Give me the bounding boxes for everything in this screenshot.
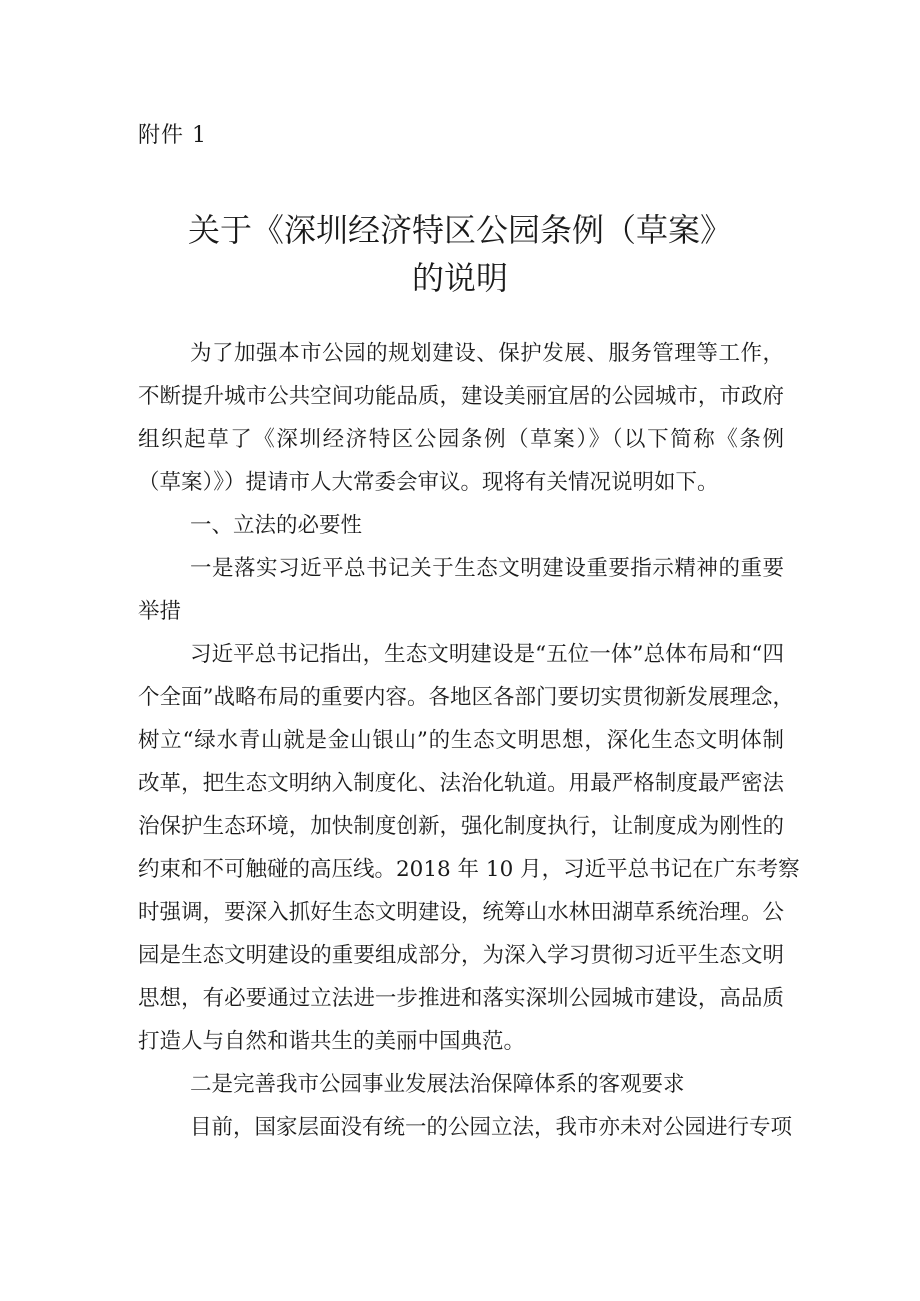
paragraph-line: 改革，把生态文明纳入制度化、法治化轨道。用最严格制度最严密法 xyxy=(138,771,784,796)
paragraph-line: 思想，有必要通过立法进一步推进和落实深圳公园城市建设，高品质 xyxy=(138,986,784,1011)
paragraph-line: 不断提升城市公共空间功能品质，建设美丽宜居的公园城市，市政府 xyxy=(138,384,784,409)
section-heading: 一、立法的必要性 xyxy=(190,513,363,538)
subheading-line: 二是完善我市公园事业发展法治保障体系的客观要求 xyxy=(190,1072,685,1097)
paragraph-line: 打造人与自然和谐共生的美丽中国典范。 xyxy=(138,1029,526,1054)
paragraph-line: 习近平总书记指出，生态文明建设是“五位一体”总体布局和“四 xyxy=(190,642,784,667)
document-title-line-2: 的说明 xyxy=(411,259,508,297)
paragraph-line: 时强调，要深入抓好生态文明建设，统筹山水林田湖草系统治理。公 xyxy=(138,900,784,925)
paragraph-line: 为了加强本市公园的规划建设、保护发展、服务管理等工作， xyxy=(190,341,784,366)
paragraph-line: 治保护生态环境，加快制度创新，强化制度执行，让制度成为刚性的 xyxy=(138,814,784,839)
paragraph-line: 约束和不可触碰的高压线。2018 年 10 月，习近平总书记在广东考察 xyxy=(138,857,800,882)
paragraph-line: 组织起草了《深圳经济特区公园条例（草案）》（以下简称《条例 xyxy=(138,427,784,452)
subheading-line: 举措 xyxy=(138,599,182,624)
paragraph-line: 园是生态文明建设的重要组成部分，为深入学习贯彻习近平生态文明 xyxy=(138,943,784,968)
paragraph-line: 目前，国家层面没有统一的公园立法，我市亦未对公园进行专项 xyxy=(190,1115,793,1140)
attachment-label: 附件 1 xyxy=(138,123,207,148)
subheading-line: 一是落实习近平总书记关于生态文明建设重要指示精神的重要 xyxy=(190,556,784,581)
document-title-line-1: 关于《深圳经济特区公园条例（草案》 xyxy=(187,211,732,249)
paragraph-line: 个全面”战略布局的重要内容。各地区各部门要切实贯彻新发展理念， xyxy=(138,685,794,710)
paragraph-line: （草案）》）提请市人大常委会审议。现将有关情况说明如下。 xyxy=(138,470,719,495)
paragraph-line: 树立“绿水青山就是金山银山”的生态文明思想，深化生态文明体制 xyxy=(138,728,784,753)
